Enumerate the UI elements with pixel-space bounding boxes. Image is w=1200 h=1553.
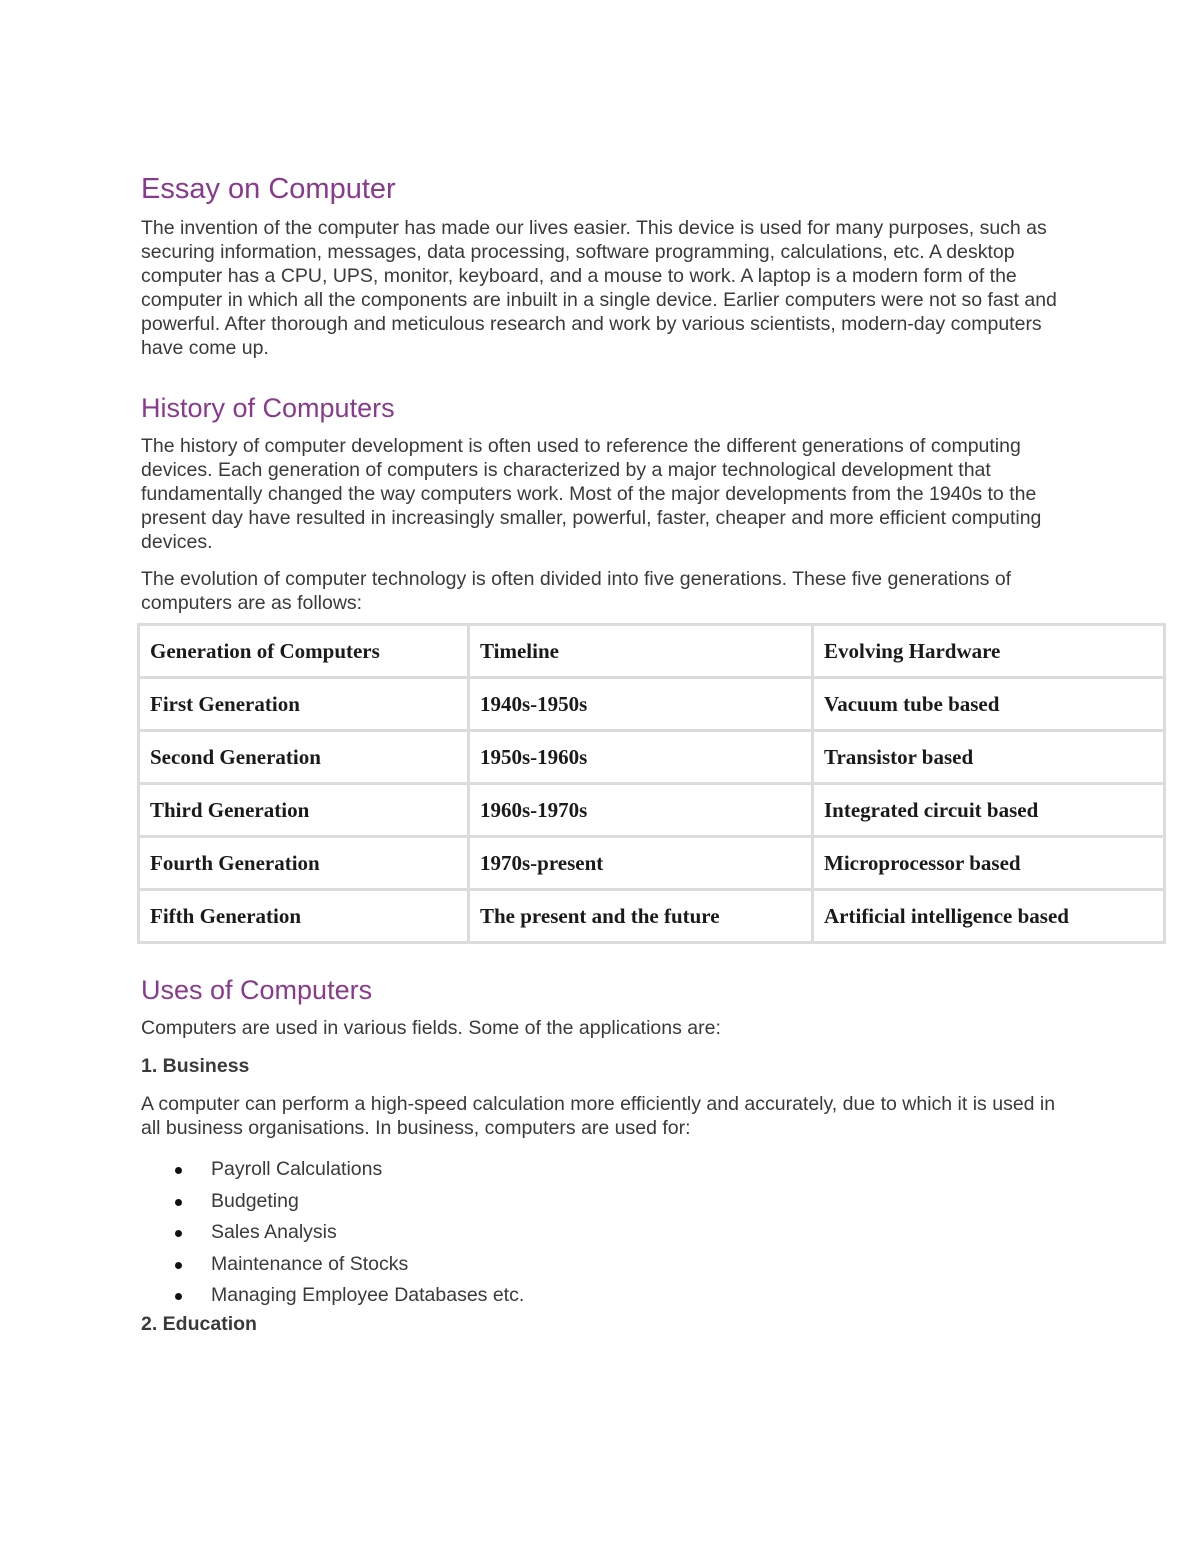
table-row bbox=[140, 838, 1163, 888]
table-cell: Fourth Generation bbox=[140, 838, 467, 888]
table-row bbox=[140, 732, 1163, 782]
table-cell: 1960s-1970s bbox=[470, 785, 811, 835]
table-cell: First Generation bbox=[140, 679, 467, 729]
table-cell: Second Generation bbox=[140, 732, 467, 782]
table-cell: Integrated circuit based bbox=[814, 785, 1163, 835]
table-row bbox=[140, 891, 1163, 941]
history-paragraph-1: The history of computer development is often used to reference the different generations of computing devices. Each generation of computers is characterized by a major technological development that fundamentally changed the way computers work. Most of the major developments from the 1940s to the present day have resulted in increasingly smaller, powerful, faster, cheaper and more efficient computing devices. bbox=[141, 435, 1042, 553]
table-header-cell: Timeline bbox=[470, 626, 811, 676]
history-heading: History of Computers bbox=[141, 393, 395, 423]
table-row bbox=[140, 785, 1163, 835]
business-paragraph: A computer can perform a high-speed calculation more efficiently and accurately, due to which it is used in all business organisations. In business, computers are used for: bbox=[141, 1093, 1056, 1139]
list-item bbox=[141, 1280, 1166, 1312]
table-cell: Transistor based bbox=[814, 732, 1163, 782]
bullet-icon bbox=[175, 1230, 182, 1237]
table-cell: 1970s-present bbox=[470, 838, 811, 888]
table-cell: The present and the future bbox=[470, 891, 811, 941]
generations-table bbox=[137, 623, 1166, 944]
list-item-text: Managing Employee Databases etc. bbox=[211, 1284, 525, 1306]
table-header-cell: Generation of Computers bbox=[140, 626, 467, 676]
table-cell: Artificial intelligence based bbox=[814, 891, 1163, 941]
table-header-cell: Evolving Hardware bbox=[814, 626, 1163, 676]
table-cell: Microprocessor based bbox=[814, 838, 1163, 888]
table-cell: Vacuum tube based bbox=[814, 679, 1163, 729]
document-page bbox=[141, 170, 1166, 1336]
business-uses-list bbox=[141, 1154, 1166, 1312]
business-subheading: 1. Business bbox=[141, 1055, 250, 1077]
table-cell: 1950s-1960s bbox=[470, 732, 811, 782]
essay-intro-paragraph: The invention of the computer has made our lives easier. This device is used for many purposes, such as securing information, messages, data processing, software programming, calculations, etc. A desktop computer has a CPU, UPS, monitor, keyboard, and a mouse to work. A laptop is a modern form of the computer in which all the components are inbuilt in a single device. Earlier computers were not so fast and powerful. After thorough and meticulous research and work by various scientists, modern-day computers have come up. bbox=[141, 217, 1057, 359]
table-row bbox=[140, 679, 1163, 729]
table-cell: Fifth Generation bbox=[140, 891, 467, 941]
table-cell: 1940s-1950s bbox=[470, 679, 811, 729]
bullet-icon bbox=[175, 1293, 182, 1300]
bullet-icon bbox=[175, 1199, 182, 1206]
list-item bbox=[141, 1249, 1166, 1281]
uses-heading: Uses of Computers bbox=[141, 975, 373, 1005]
list-item-text: Budgeting bbox=[211, 1189, 299, 1212]
essay-title: Essay on Computer bbox=[141, 173, 396, 205]
table-cell: Third Generation bbox=[140, 785, 467, 835]
list-item-text: Payroll Calculations bbox=[211, 1158, 383, 1180]
uses-intro-paragraph: Computers are used in various fields. Some of the applications are: bbox=[141, 1017, 721, 1039]
list-item-text: Maintenance of Stocks bbox=[211, 1252, 409, 1275]
list-item bbox=[141, 1217, 1166, 1249]
list-item-text: Sales Analysis bbox=[211, 1221, 337, 1243]
bullet-icon bbox=[175, 1262, 182, 1269]
history-paragraph-2: The evolution of computer technology is often divided into five generations. These five generations of computers are as follows: bbox=[141, 568, 1012, 614]
table-header-row bbox=[140, 626, 1163, 676]
bullet-icon bbox=[175, 1167, 182, 1174]
list-item bbox=[141, 1154, 1166, 1186]
education-subheading: 2. Education bbox=[141, 1312, 257, 1335]
list-item bbox=[141, 1186, 1166, 1218]
